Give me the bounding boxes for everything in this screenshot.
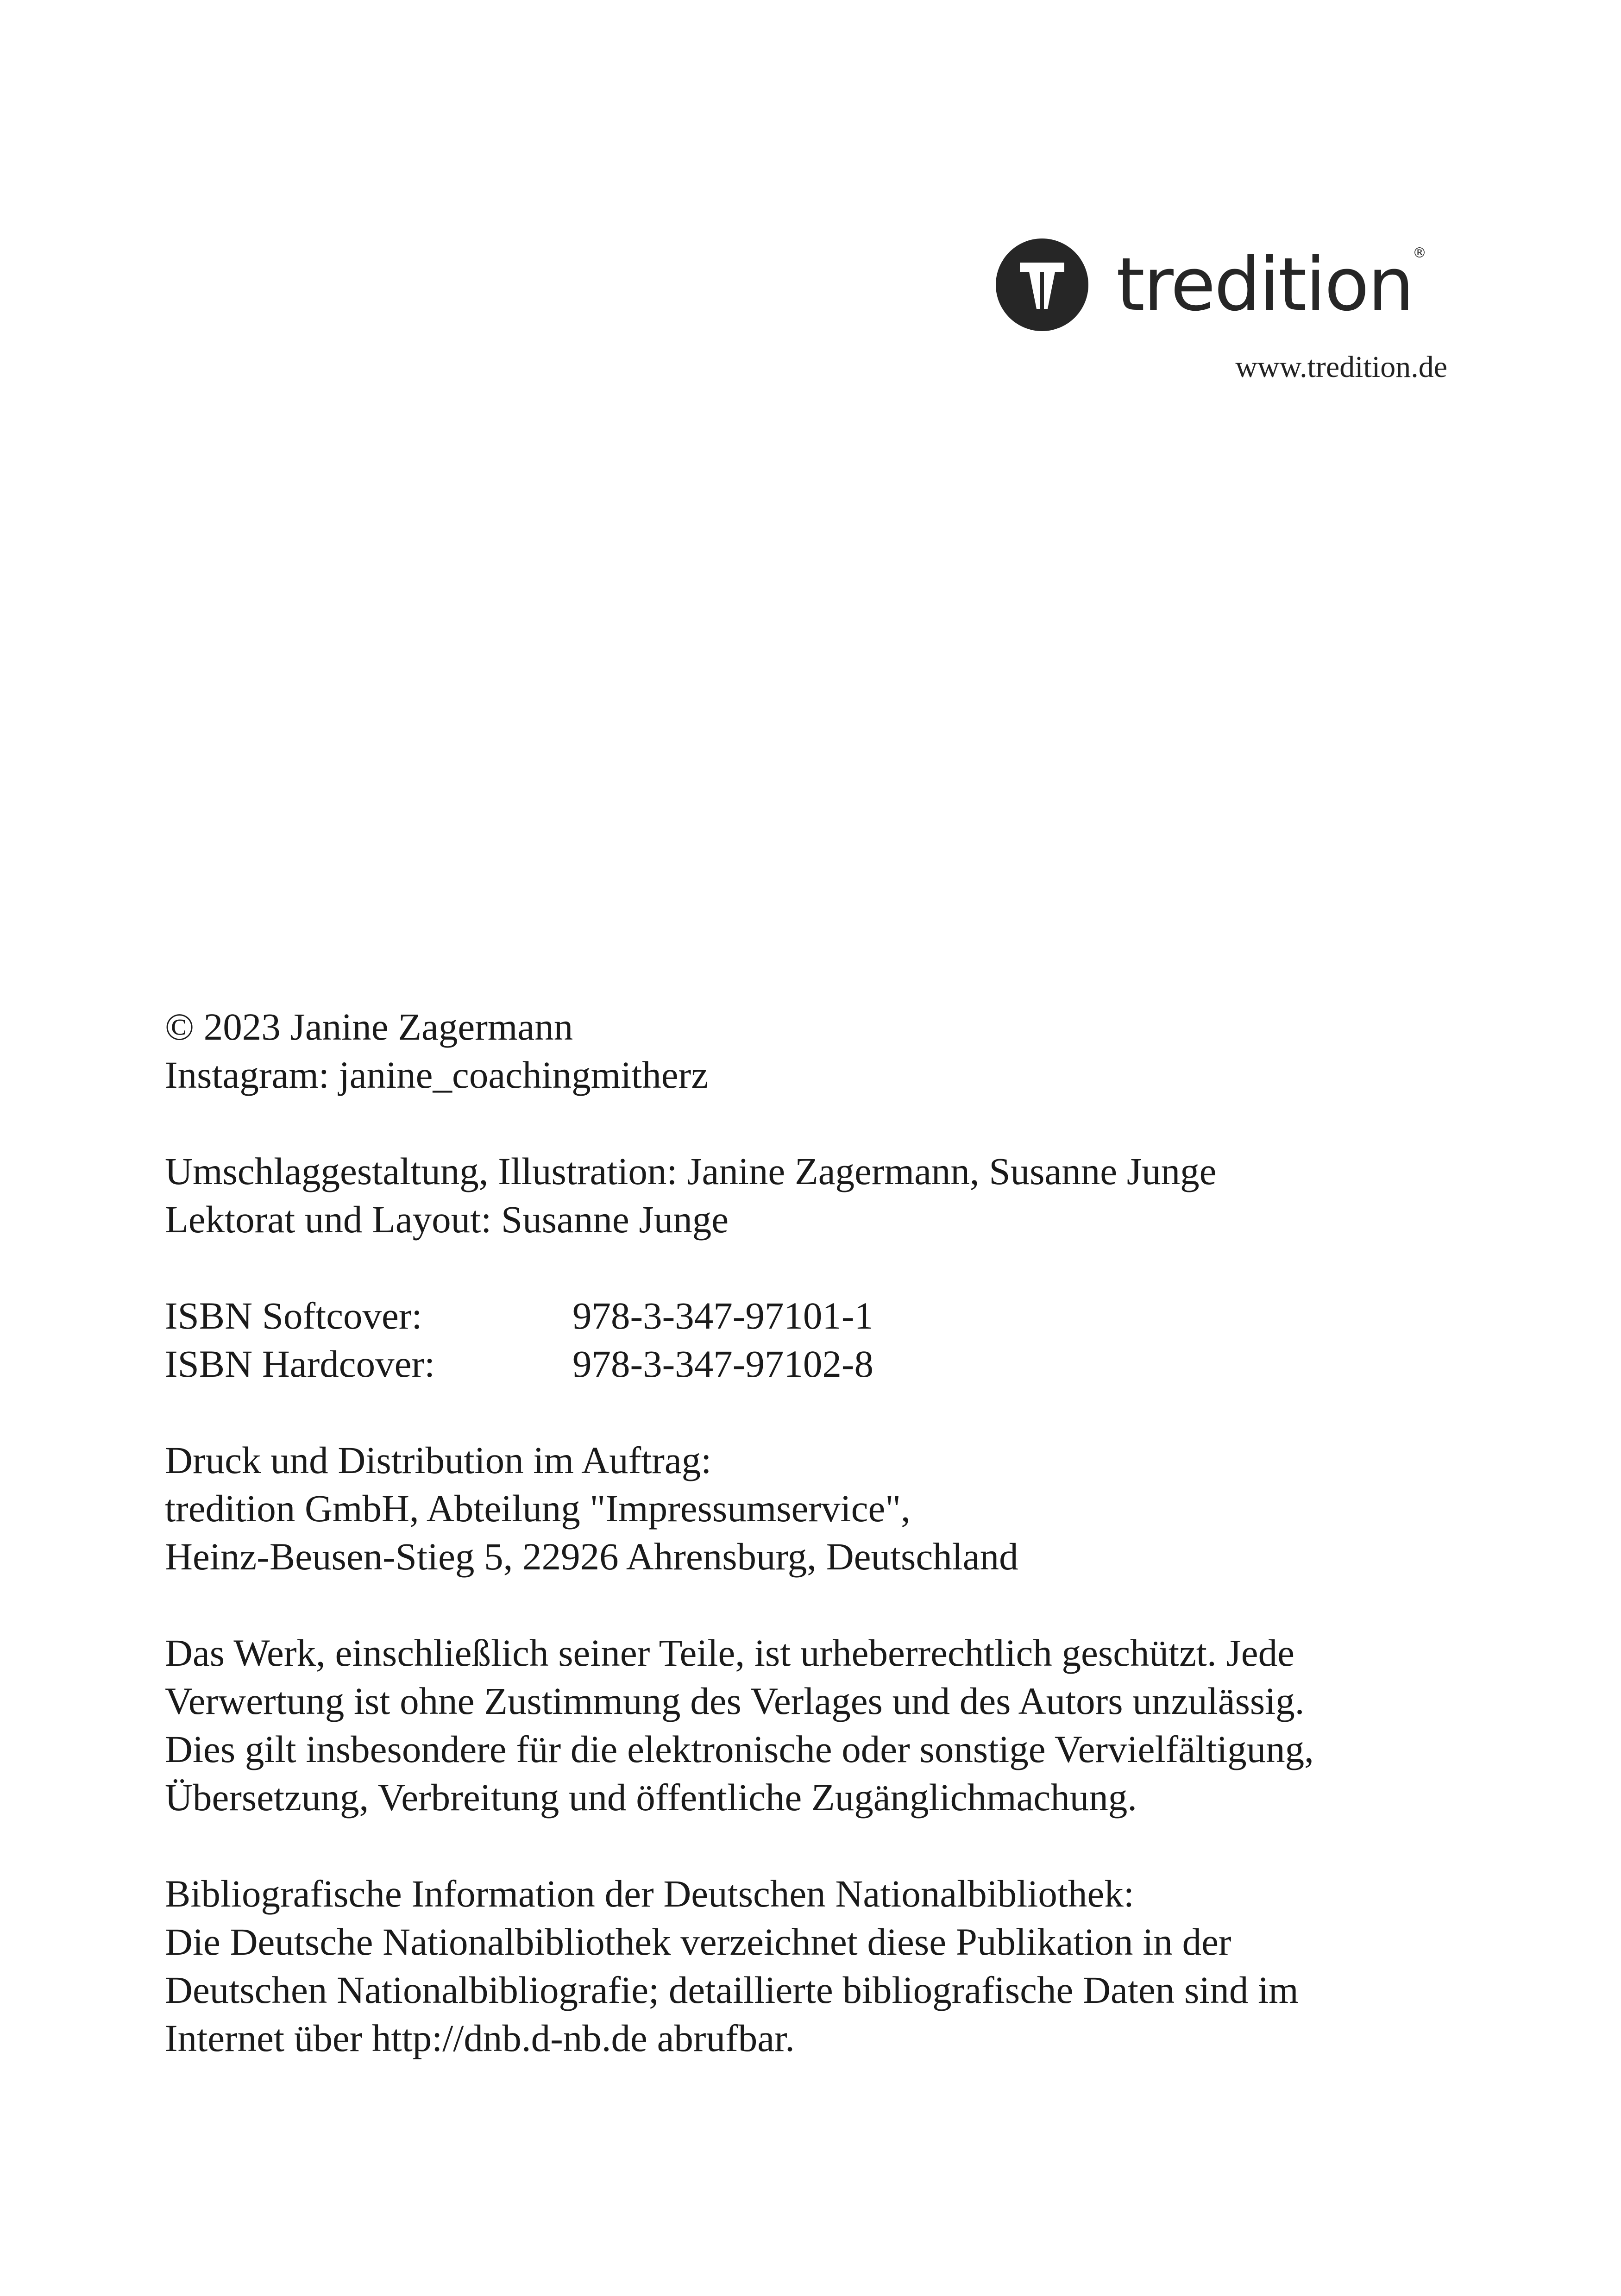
notice-line: Verwertung ist ohne Zustimmung des Verlages und des Autors unzulässig. bbox=[165, 1680, 1305, 1722]
distribution-block bbox=[165, 1436, 1508, 1581]
notice-line: Dies gilt insbesondere für die elektronische oder sonstige Vervielfältigung, bbox=[165, 1728, 1314, 1770]
distribution-line: Heinz-Beusen-Stieg 5, 22926 Ahrensburg, Deutschland bbox=[165, 1535, 1018, 1578]
copyright-line: © 2023 Janine Zagermann bbox=[165, 1005, 573, 1048]
publisher-logo bbox=[996, 238, 1459, 391]
isbn-row-softcover bbox=[165, 1292, 1508, 1340]
distribution-line: tredition GmbH, Abteilung "Impressumservice", bbox=[165, 1487, 911, 1530]
instagram-line: Instagram: janine_coachingmitherz bbox=[165, 1054, 709, 1096]
isbn-value: 978-3-347-97101-1 bbox=[572, 1294, 874, 1337]
registered-mark: ® bbox=[1413, 245, 1426, 261]
biblio-line: Internet über http://dnb.d-nb.de abrufbar. bbox=[165, 2017, 795, 2059]
distribution-line: Druck und Distribution im Auftrag: bbox=[165, 1439, 712, 1481]
imprint-text bbox=[165, 1003, 1508, 2062]
credits-design bbox=[165, 1147, 1508, 1243]
biblio-line: Bibliografische Information der Deutschen Nationalbibliothek: bbox=[165, 1872, 1134, 1915]
isbn-row-hardcover bbox=[165, 1340, 1508, 1388]
credits-author bbox=[165, 1003, 1508, 1099]
isbn-label: ISBN Hardcover: bbox=[165, 1342, 435, 1385]
biblio-line: Die Deutsche Nationalbibliothek verzeichnet diese Publikation in der bbox=[165, 1920, 1231, 1963]
bibliographic-info bbox=[165, 1869, 1508, 2062]
notice-line: Übersetzung, Verbreitung und öffentliche Zugänglichmachung. bbox=[165, 1776, 1137, 1819]
isbn-label: ISBN Softcover: bbox=[165, 1294, 422, 1337]
isbn-block bbox=[165, 1292, 1508, 1388]
notice-line: Das Werk, einschließlich seiner Teile, ist urheberrechtlich geschützt. Jede bbox=[165, 1631, 1294, 1674]
isbn-value: 978-3-347-97102-8 bbox=[572, 1342, 874, 1385]
cover-credit-line: Umschlaggestaltung, Illustration: Janine Zagermann, Susanne Junge bbox=[165, 1150, 1217, 1192]
editing-credit-line: Lektorat und Layout: Susanne Junge bbox=[165, 1198, 729, 1241]
copyright-notice bbox=[165, 1629, 1508, 1821]
publisher-website: www.tredition.de bbox=[1235, 350, 1447, 384]
publisher-name: tredition bbox=[1116, 242, 1413, 327]
tredition-logo-icon bbox=[996, 238, 1088, 331]
biblio-line: Deutschen Nationalbibliografie; detaillierte bibliografische Daten sind im bbox=[165, 1969, 1299, 2011]
